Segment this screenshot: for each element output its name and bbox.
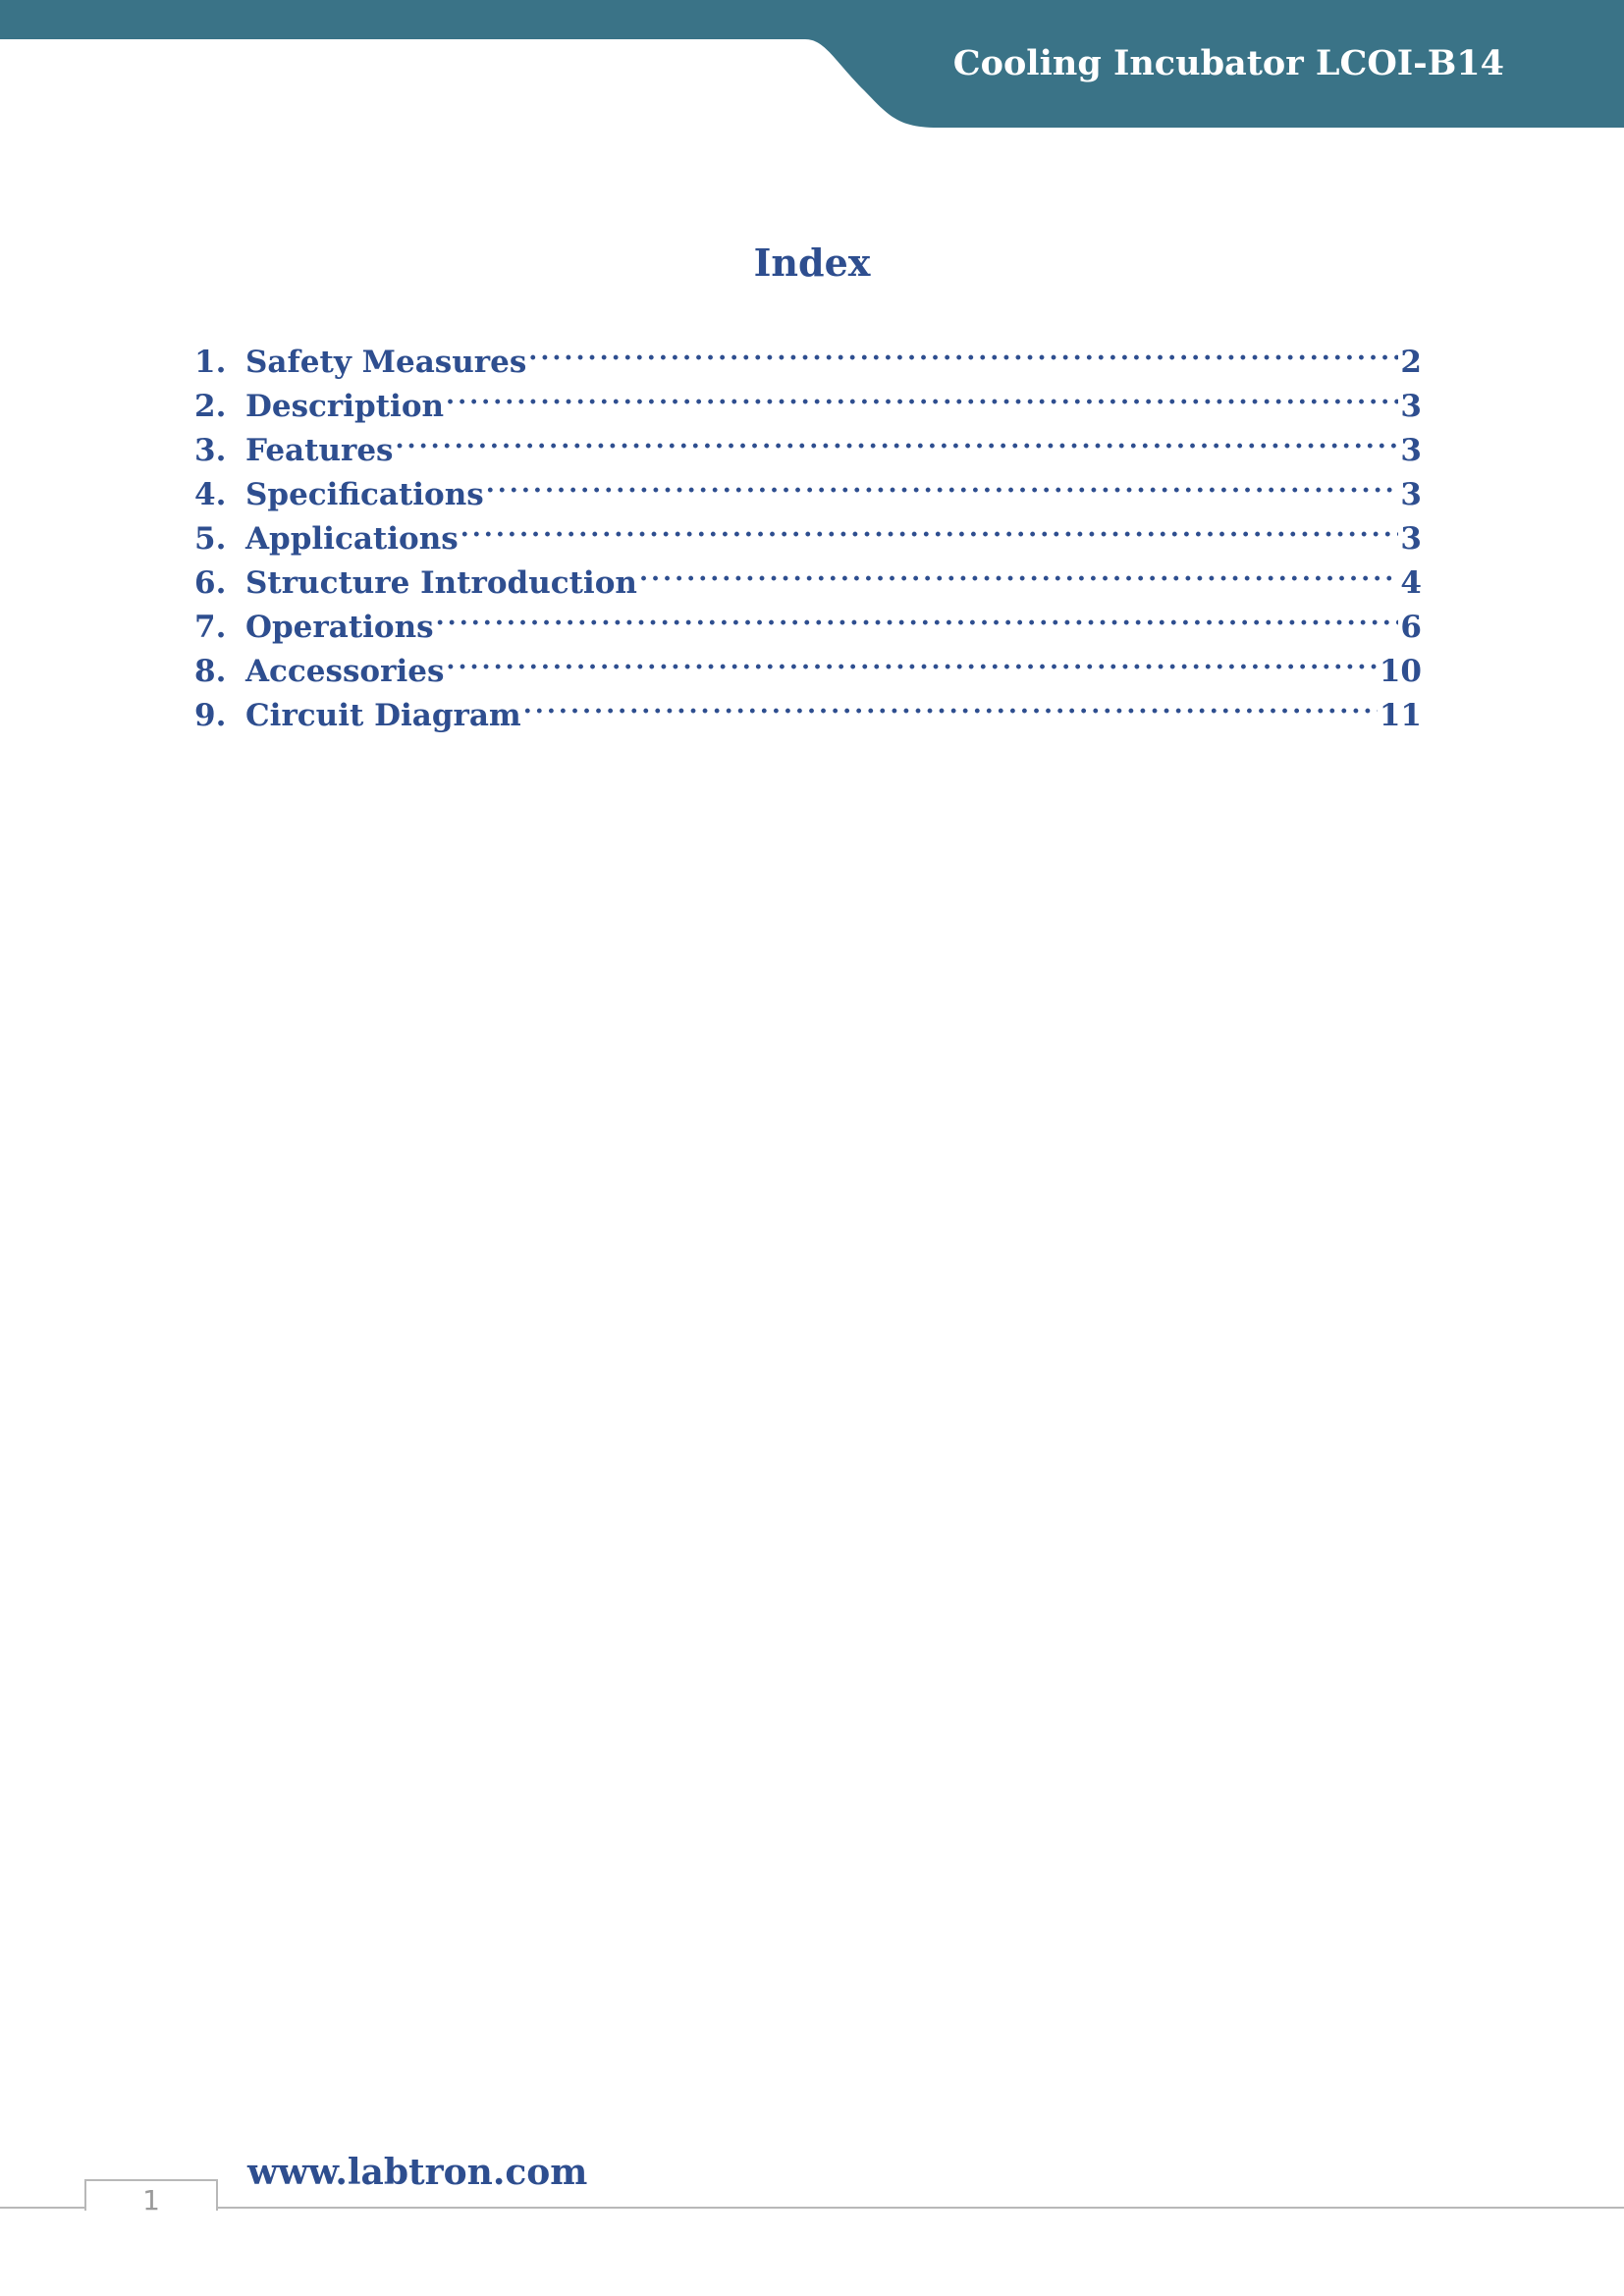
- toc-item-number: 5.: [194, 521, 227, 557]
- website-link[interactable]: www.labtron.com: [247, 2152, 588, 2193]
- toc-item-label: Features: [245, 433, 394, 468]
- toc-item-label: Description: [245, 389, 445, 424]
- toc-item-page: 3: [1400, 521, 1422, 557]
- toc-leader-dots: [528, 328, 1398, 372]
- toc-item-number: 7.: [194, 610, 227, 645]
- toc-item-label: Safety Measures: [245, 345, 527, 380]
- toc-item-number: 3.: [194, 433, 227, 468]
- toc-leader-dots: [639, 549, 1398, 593]
- header-title: Cooling Incubator LCOI-B14: [952, 43, 1504, 83]
- toc-item-page: 4: [1400, 565, 1422, 601]
- toc-item-number: 6.: [194, 565, 227, 601]
- toc-item-label: Specifications: [245, 477, 484, 512]
- toc-leader-dots: [396, 416, 1399, 460]
- toc-item-number: 1.: [194, 345, 227, 380]
- toc-leader-dots: [460, 505, 1399, 549]
- toc-item-label: Accessories: [245, 654, 445, 689]
- toc-item-page: 11: [1379, 698, 1422, 733]
- toc-item-label: Operations: [245, 610, 434, 645]
- toc-item-page: 2: [1400, 345, 1422, 380]
- footer-divider: [0, 2207, 1624, 2209]
- toc-item-page: 3: [1400, 477, 1422, 512]
- toc-item-number: 4.: [194, 477, 227, 512]
- toc-leader-dots: [486, 460, 1399, 505]
- toc-item-page: 3: [1400, 433, 1422, 468]
- toc-item-label: Circuit Diagram: [245, 698, 521, 733]
- toc-leader-dots: [523, 681, 1378, 725]
- table-of-contents: [194, 328, 1422, 733]
- toc-leader-dots: [446, 372, 1398, 416]
- toc-item-page: 10: [1379, 654, 1422, 689]
- toc-leader-dots: [446, 637, 1377, 681]
- toc-item-label: Applications: [245, 521, 459, 557]
- toc-item-page: 6: [1400, 610, 1422, 645]
- toc-item-label: Structure Introduction: [245, 565, 637, 601]
- toc-leader-dots: [436, 593, 1399, 637]
- toc-item-number: 9.: [194, 698, 227, 733]
- toc-item-number: 2.: [194, 389, 227, 424]
- index-title: Index: [753, 240, 871, 285]
- toc-item-safety-measures[interactable]: [194, 328, 1422, 380]
- page-number: 1: [142, 2184, 160, 2216]
- toc-item-number: 8.: [194, 654, 227, 689]
- toc-item-page: 3: [1400, 389, 1422, 424]
